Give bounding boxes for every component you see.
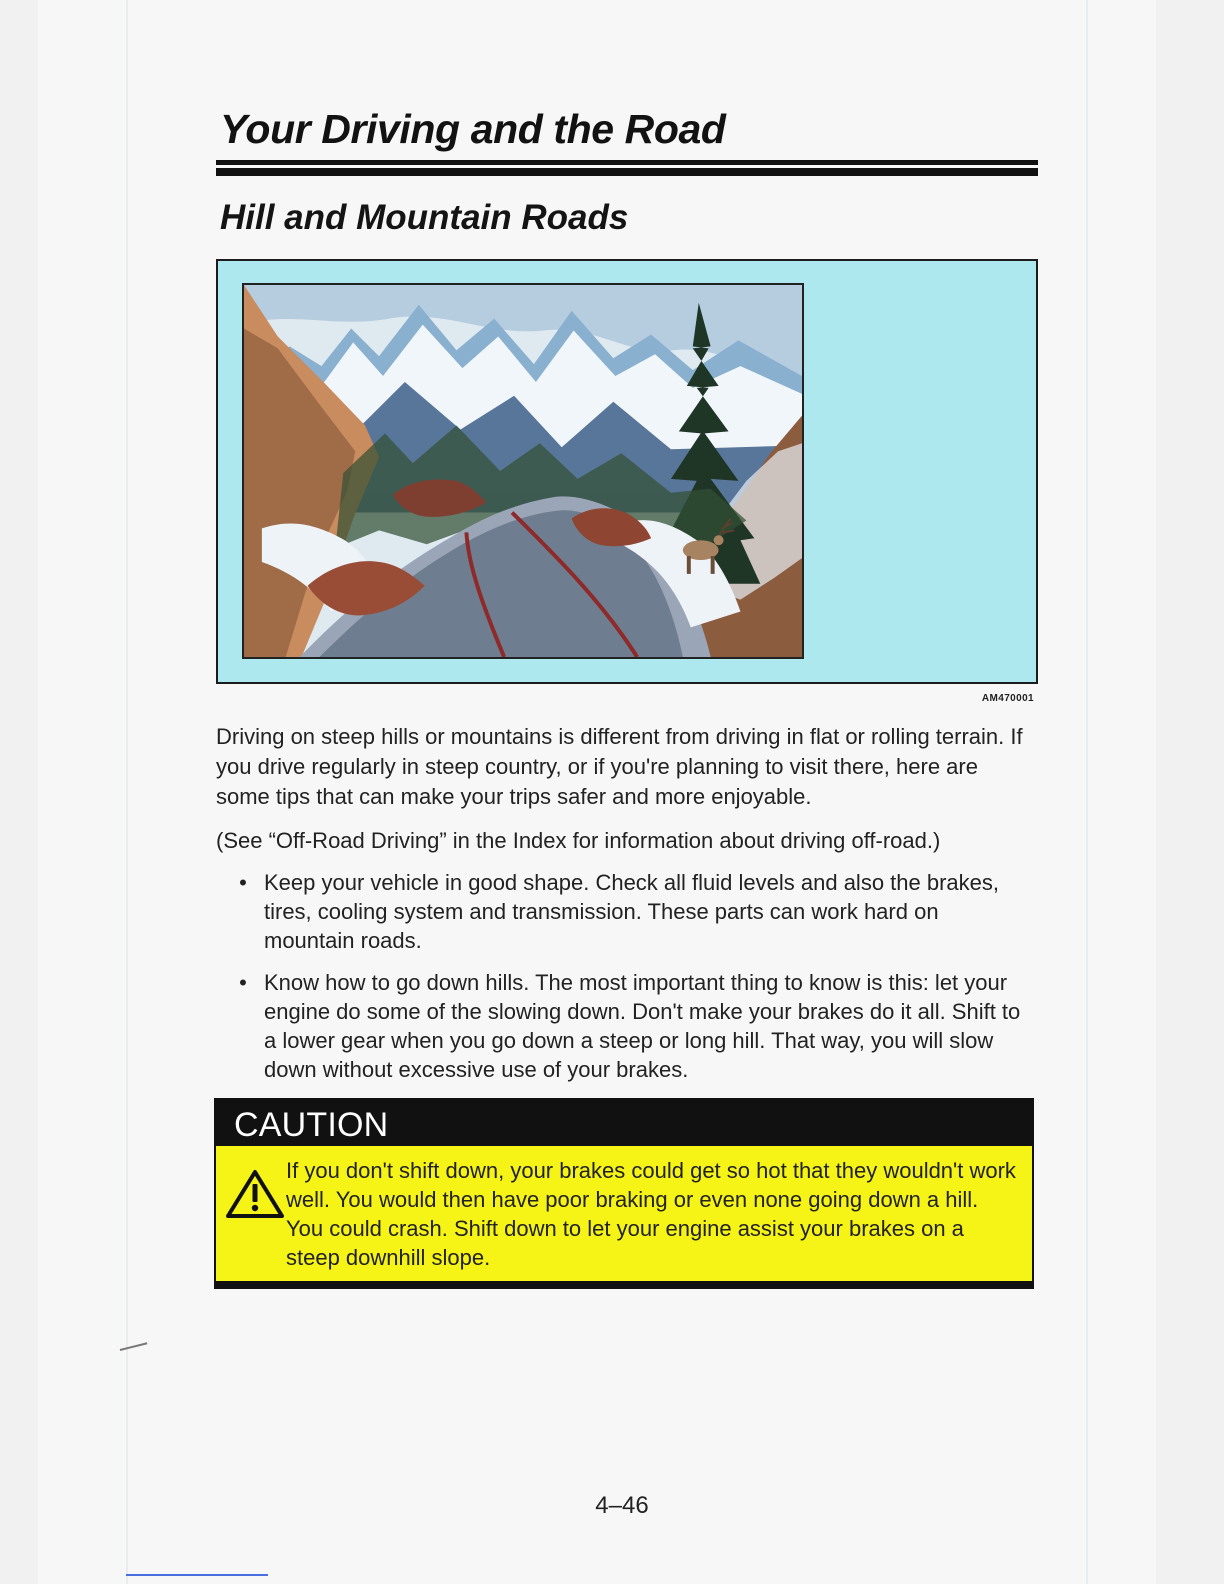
caution-text: If you don't shift down, your brakes could get so hot that they wouldn't work well. You would then have poor braking or even none going down a hill. You could crash. Shift down to let your engine assist your brakes on a steep downhill slope. <box>286 1158 1016 1270</box>
page-right-edge <box>1086 0 1088 1584</box>
intro-text: Driving on steep hills or mountains is different from driving in flat or rolling terrain. If you drive regularly in steep country, or if you're planning to visit there, here are some tips that can make your trips safer and more enjoyable. <box>216 724 1023 809</box>
section-title: Hill and Mountain Roads <box>220 198 629 237</box>
figure-frame <box>216 259 1038 684</box>
intro-paragraph <box>216 722 1036 812</box>
bullet-icon: • <box>239 970 247 995</box>
title-rule-thick <box>216 168 1038 176</box>
figure-code: AM470001 <box>981 693 1034 704</box>
tip-list <box>239 868 1034 1097</box>
tip-text: Keep your vehicle in good shape. Check all fluid levels and also the brakes, tires, cooling system and transmission. These parts can work hard on mountain roads. <box>264 870 1000 953</box>
caution-box <box>214 1098 1034 1289</box>
bullet-icon: • <box>239 870 247 895</box>
mountain-road-art <box>244 285 802 657</box>
chapter-title: Your Driving and the Road <box>220 106 726 152</box>
caution-body <box>216 1146 1032 1281</box>
mountain-road-illustration <box>242 283 804 659</box>
tip-item <box>239 868 1034 955</box>
warning-triangle-svg <box>224 1168 286 1220</box>
bottom-link-underline <box>126 1574 268 1576</box>
tip-item <box>239 968 1034 1084</box>
caution-title: CAUTION <box>234 1106 389 1144</box>
warning-triangle-icon <box>224 1168 286 1220</box>
offroad-note: (See “Off-Road Driving” in the Index for information about driving off-road.) <box>216 828 941 853</box>
title-rule-thin <box>216 160 1038 165</box>
tip-text: Know how to go down hills. The most important thing to know is this: let your engine do some of the slowing down. Don't make your brakes do it all. Shift to a lower gear when you go down a steep or long hill. That way, you will slow down without excessive use of your brakes. <box>264 970 1021 1082</box>
page-number: 4–46 <box>595 1492 649 1519</box>
